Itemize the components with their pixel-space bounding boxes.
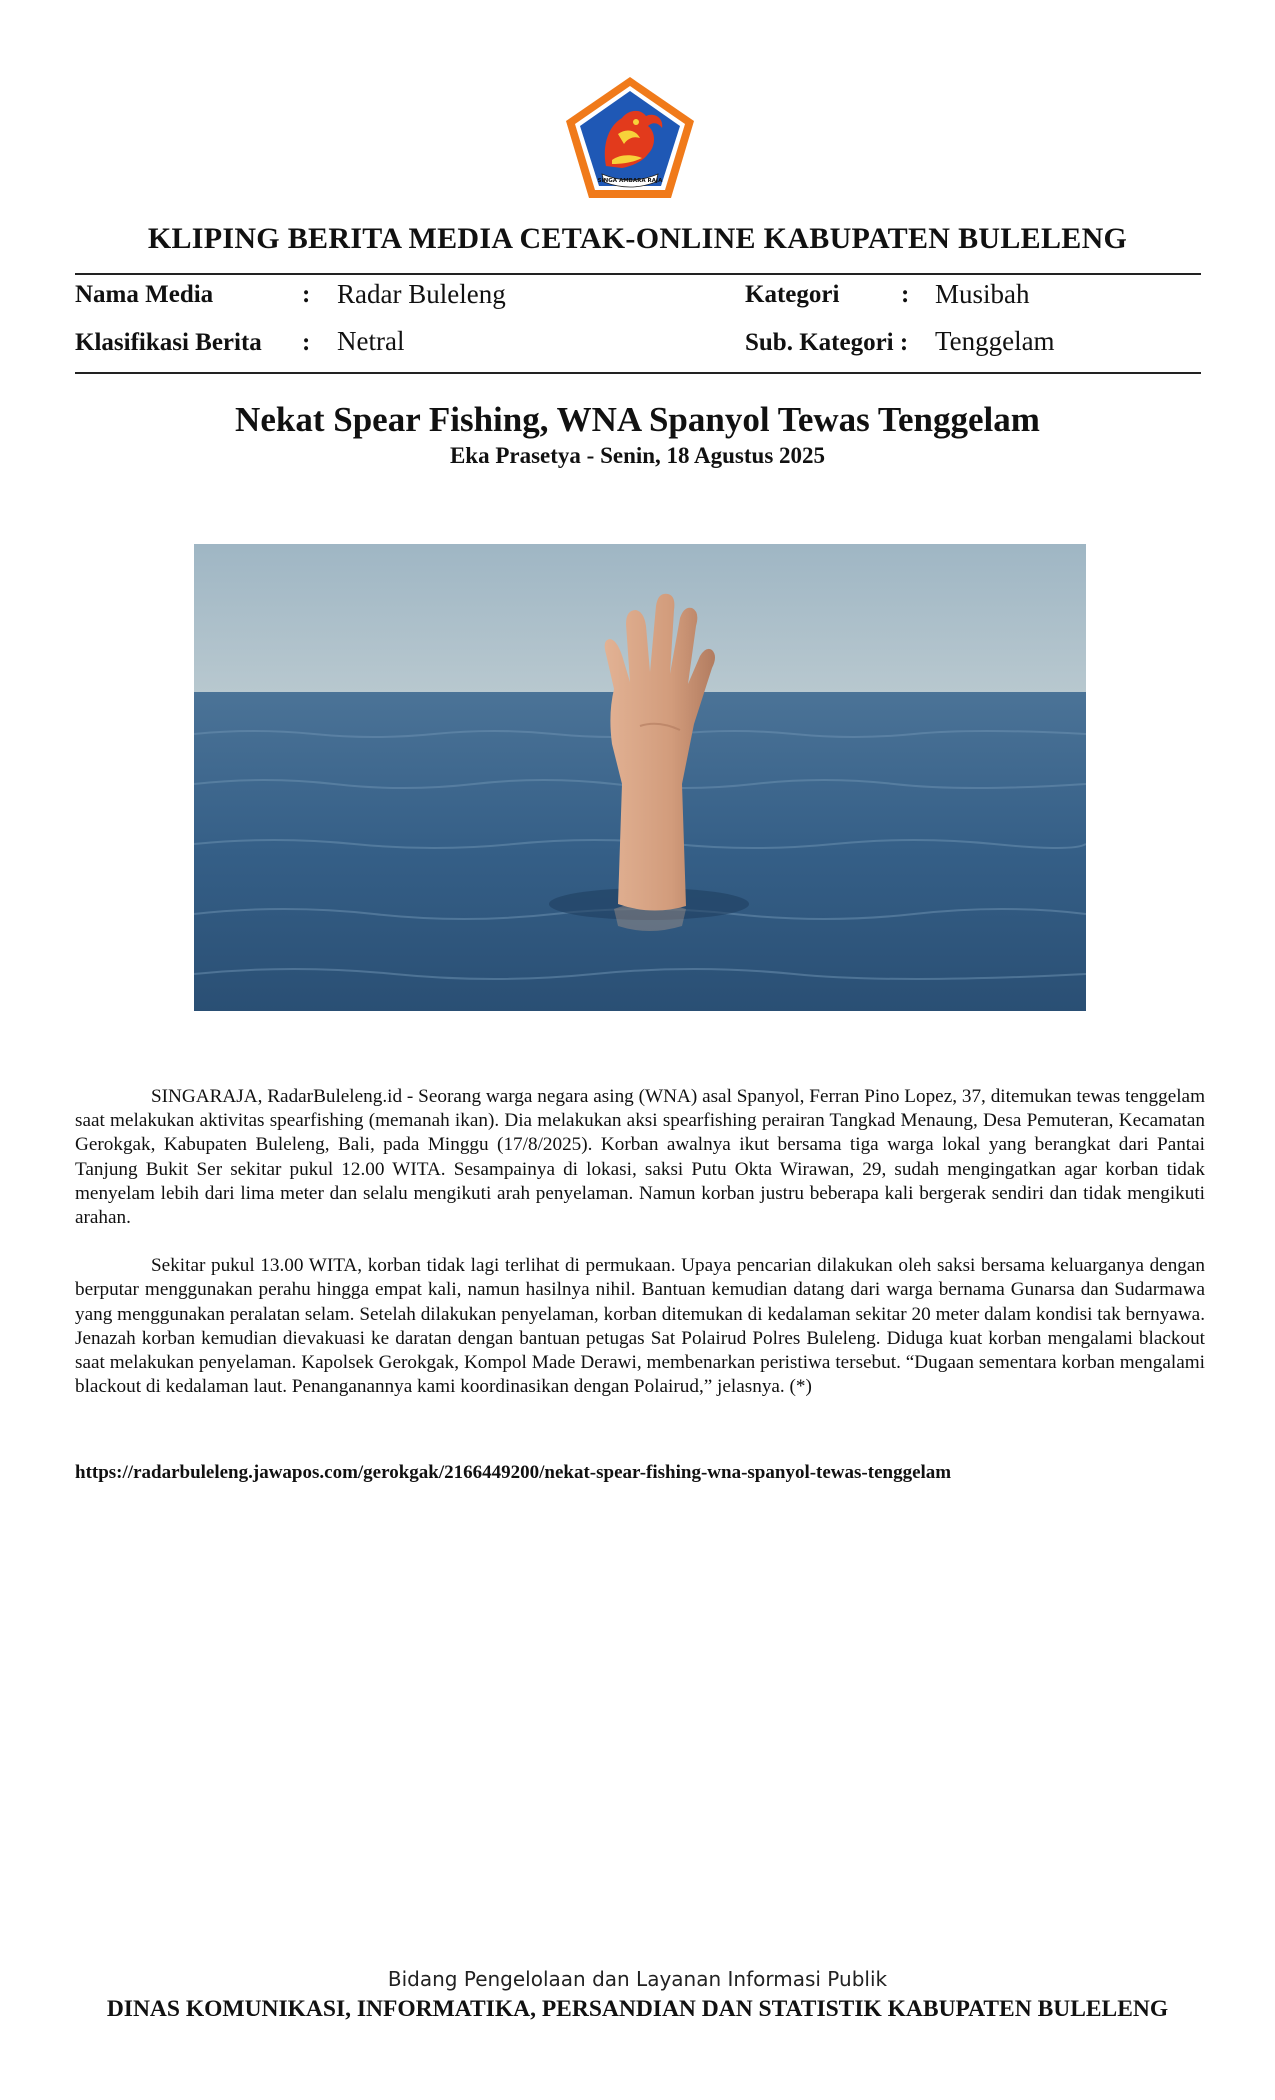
singa-ambara-raja-crest-icon: [562, 74, 698, 202]
sub-kategori-value: Tenggelam: [935, 326, 1055, 356]
klasifikasi-colon: :: [302, 329, 311, 356]
source-url-link[interactable]: https://radarbuleleng.jawapos.com/gerokgak/2166449200/nekat-spear-fishing-wna-spanyol-tewas-tenggelam: [75, 1462, 952, 1483]
footer-agency: DINAS KOMUNIKASI, INFORMATIKA, PERSANDIAN DAN STATISTIK KABUPATEN BULELENG: [106, 1996, 1169, 2022]
media-label: Nama Media: [75, 281, 214, 308]
drowning-hand-photo-icon: [194, 544, 1086, 1011]
sub-kategori-label: Sub. Kategori :: [745, 329, 909, 356]
article-body: [75, 1085, 1205, 1423]
header-rule-bottom: [75, 372, 1201, 374]
footer-unit: Bidang Pengelolaan dan Layanan Informasi Publik: [387, 1967, 888, 1991]
media-colon: :: [302, 281, 311, 308]
klasifikasi-value: Netral: [337, 326, 405, 356]
article-title: Nekat Spear Fishing, WNA Spanyol Tewas Tenggelam: [235, 400, 1040, 439]
article-paragraph-2: Sekitar pukul 13.00 WITA, korban tidak lagi terlihat di permukaan. Upaya pencarian dilakukan oleh saksi bersama keluarganya dengan berputar menggunakan perahu hingga empat kali, namun hasilnya nihil. Bantuan kemudian datang dari warga bernama Gunarsa dan Sudarmawa yang menggunakan peralatan selam. Setelah dilakukan penyelaman, korban ditemukan di kedalaman sekitar 20 meter dalam kondisi tak bernyawa. Jenazah korban kemudian dievakuasi ke daratan dengan bantuan petugas Sat Polairud Polres Buleleng. Diduga kuat korban mengalami blackout saat melakukan penyelaman. Kapolsek Gerokgak, Kompol Made Derawi, membenarkan peristiwa tersebut. “Dugaan sementara korban mengalami blackout di kedalaman laut. Penanganannya kami koordinasikan dengan Polairud,” jelasnya. (*): [75, 1255, 1205, 1398]
header-rule-top: [75, 273, 1201, 275]
kategori-label: Kategori: [745, 281, 840, 308]
kategori-value: Musibah: [935, 279, 1030, 309]
kategori-colon: :: [901, 281, 910, 308]
klasifikasi-label: Klasifikasi Berita: [75, 329, 262, 356]
media-value: Radar Buleleng: [337, 279, 506, 309]
article-paragraph-1: SINGARAJA, RadarBuleleng.id - Seorang warga negara asing (WNA) asal Spanyol, Ferran Pino Lopez, 37, ditemukan tewas tenggelam saat melakukan aktivitas spearfishing (memanah ikan). Dia melakukan aksi spearfishing perairan Tangkad Menaung, Desa Pemuteran, Kecamatan Gerokgak, Kabupaten Buleleng, Bali, pada Minggu (17/8/2025). Korban awalnya ikut bersama tiga warga lokal yang berangkat dari Pantai Tanjung Bukit Ser sekitar pukul 12.00 WITA. Sesampainya di lokasi, saksi Putu Okta Wirawan, 29, sudah mengingatkan agar korban tidak menyelam lebih dari lima meter dan selalu mengikuti arah penyelaman. Namun korban justru beberapa kali bergerak sendiri dan tidak mengikuti arahan.: [75, 1086, 1205, 1229]
kliping-title: KLIPING BERITA MEDIA CETAK-ONLINE KABUPATEN BULELENG: [147, 222, 1128, 255]
logo-text: SINGA AMBARA RAJA: [597, 178, 663, 184]
article-byline: Eka Prasetya - Senin, 18 Agustus 2025: [449, 443, 826, 468]
